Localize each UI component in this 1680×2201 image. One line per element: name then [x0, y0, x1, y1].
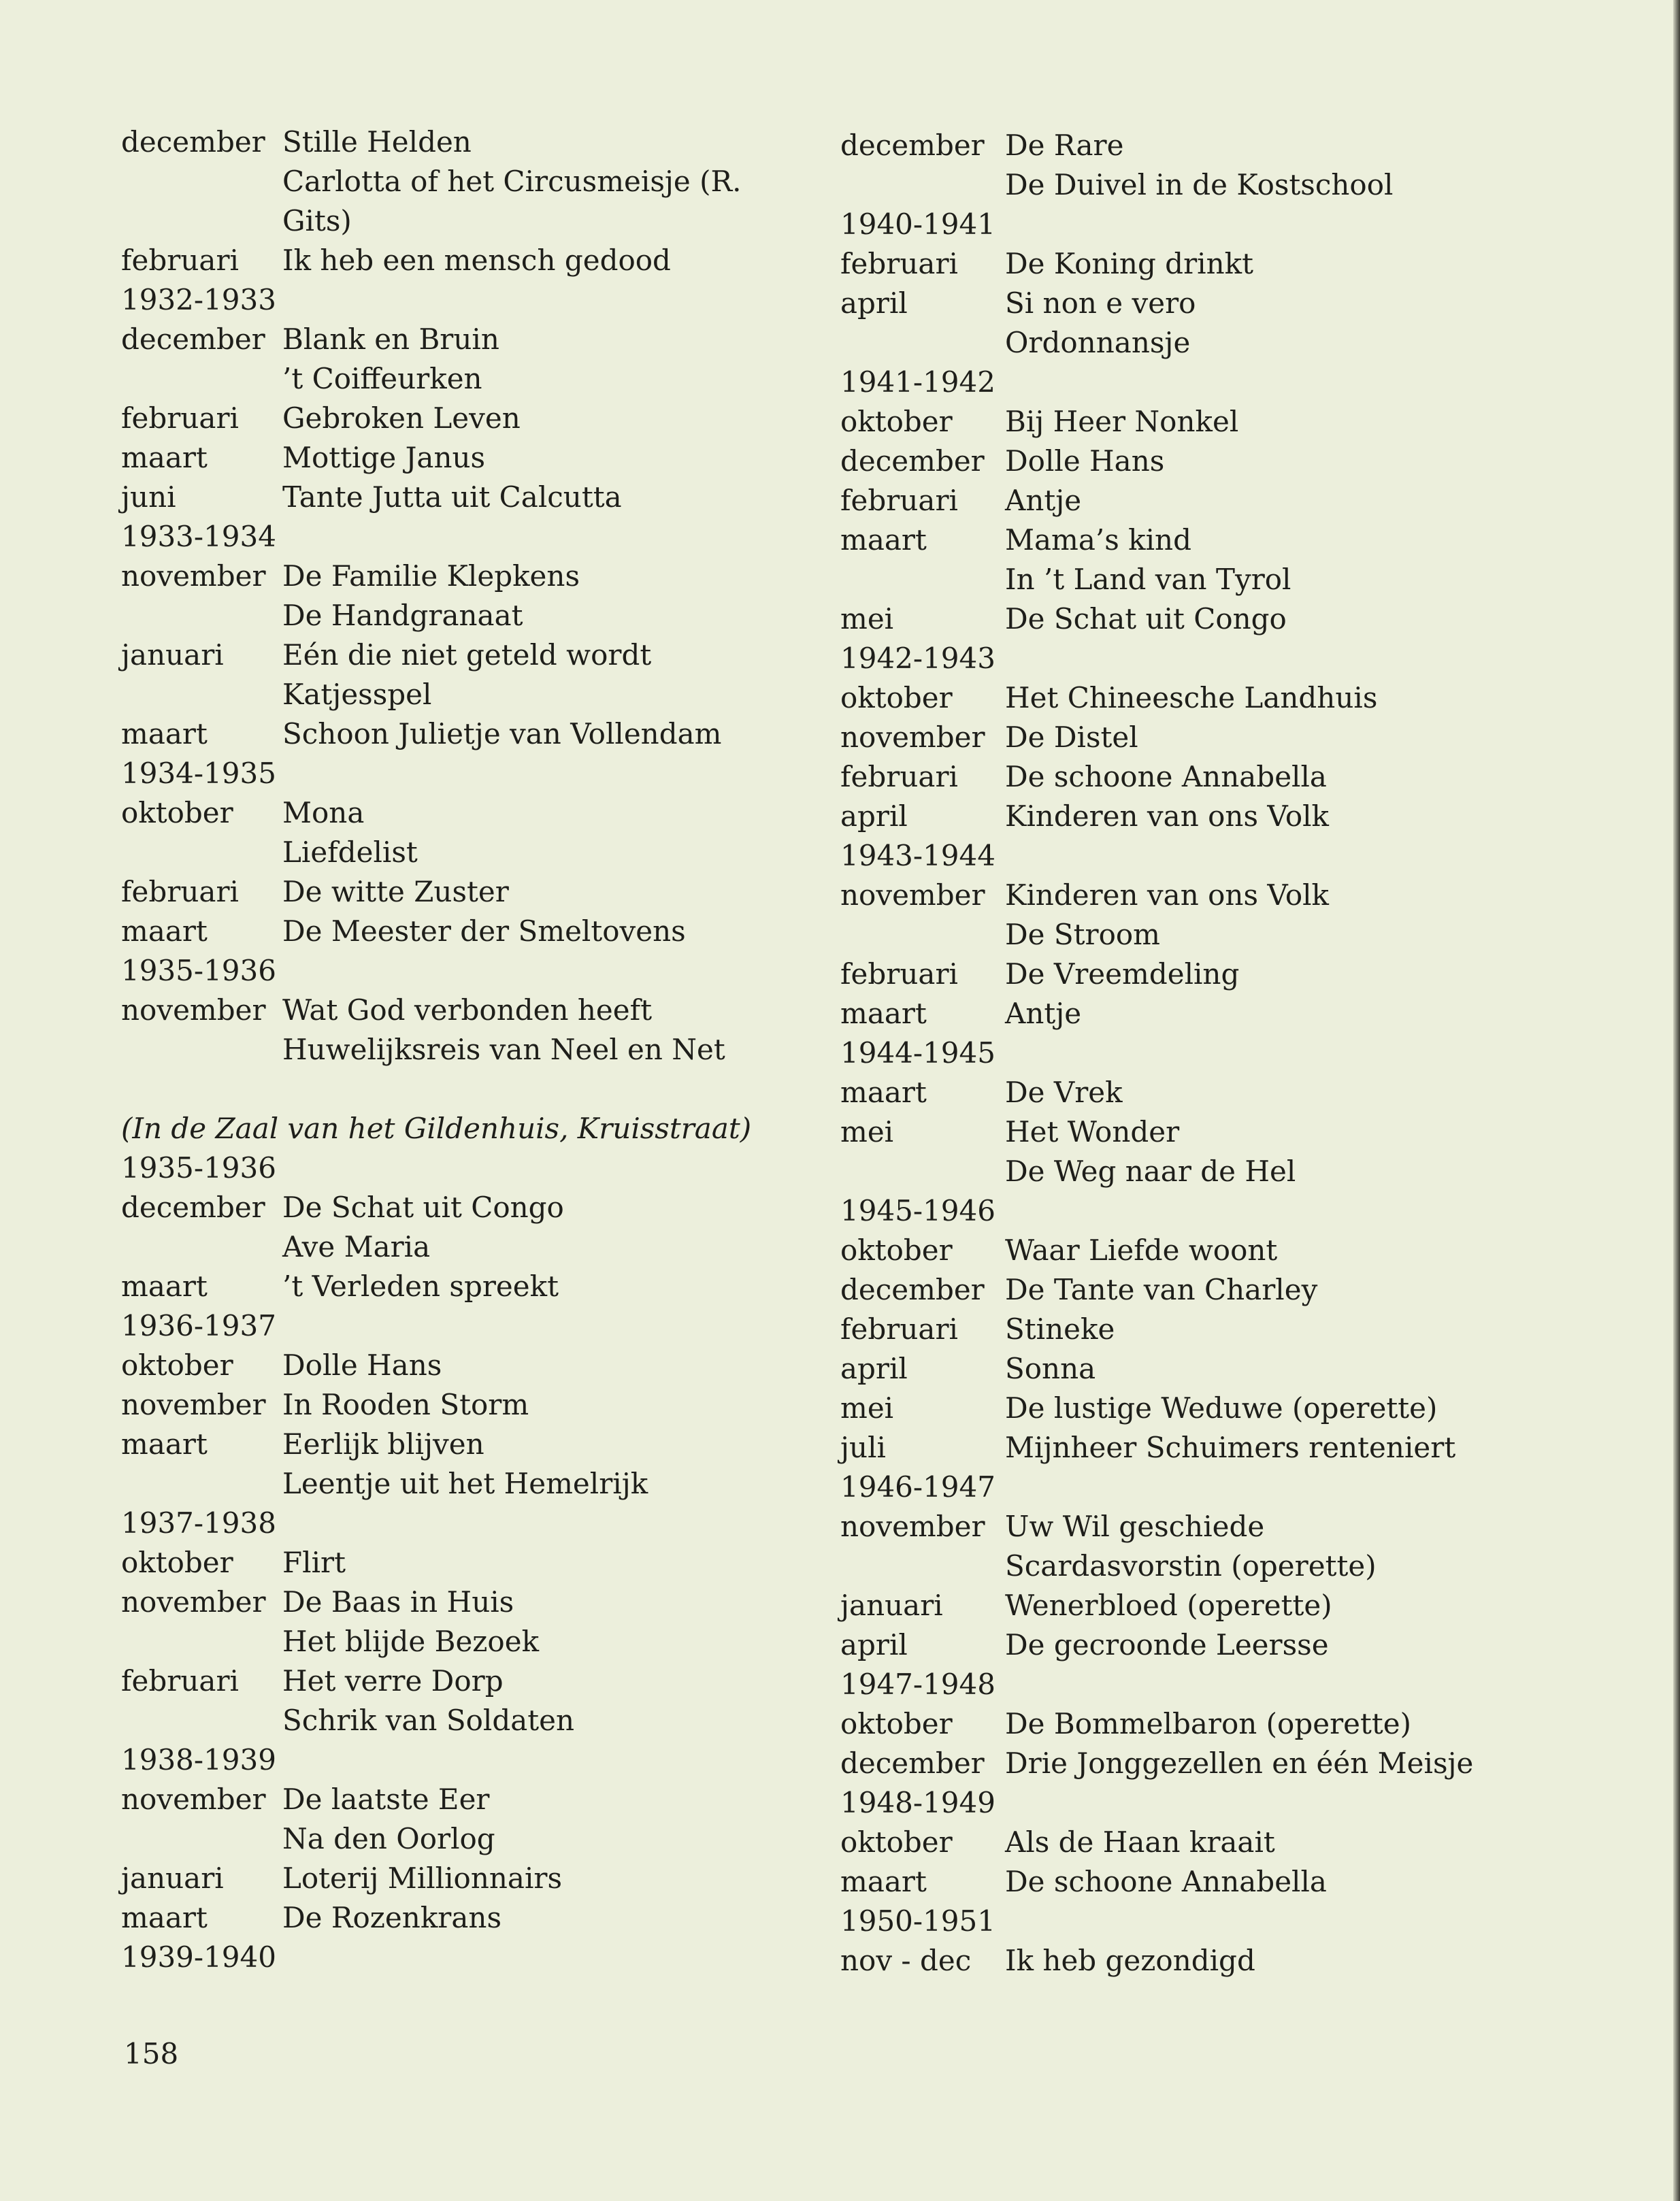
entry-month	[840, 1546, 1005, 1586]
entry-month: 1948-1949	[840, 1786, 995, 1819]
entry-month: november	[121, 1388, 266, 1421]
entry-row	[121, 1859, 808, 1898]
section-note	[121, 1109, 808, 1148]
entry-row	[840, 1902, 1521, 1941]
entry-title	[1005, 1902, 1521, 1941]
entry-month	[121, 675, 282, 714]
entry-month	[121, 596, 282, 635]
entry-month	[121, 1701, 282, 1740]
entry-title: Wenerbloed (operette)	[1005, 1589, 1332, 1622]
entry-row	[840, 1625, 1521, 1665]
entry-month: maart	[121, 717, 208, 750]
entry-month: 1935-1936	[121, 954, 276, 987]
entry-row	[840, 1665, 1521, 1704]
entry-title: Loterij Millionnairs	[282, 1861, 563, 1895]
entry-row	[840, 363, 1521, 402]
entry-row	[121, 320, 808, 359]
entry-title	[282, 754, 808, 793]
entry-month: 1947-1948	[840, 1668, 995, 1701]
entry-month: 1933-1934	[121, 520, 276, 553]
entry-month: november	[121, 559, 266, 593]
entry-title: Na den Oorlog	[282, 1822, 495, 1855]
entry-month: oktober	[840, 1825, 953, 1859]
entry-title: Tante Jutta uit Calcutta	[282, 480, 622, 514]
entry-title: De Rare	[1005, 129, 1124, 162]
entry-title: De lustige Weduwe (operette)	[1005, 1391, 1438, 1425]
entry-month: november	[121, 1585, 266, 1619]
entry-month: december	[121, 1191, 265, 1224]
entry-title	[282, 1306, 808, 1346]
entry-month: maart	[840, 1076, 927, 1109]
entry-row	[121, 557, 808, 596]
entry-title: Katjesspel	[282, 678, 432, 711]
entry-month: november	[840, 878, 985, 912]
entry-row	[121, 517, 808, 557]
entry-row	[121, 438, 808, 478]
entry-row	[840, 1507, 1521, 1546]
entry-row	[840, 165, 1521, 205]
entry-title: Kinderen van ons Volk	[1005, 878, 1329, 912]
entry-month: oktober	[840, 681, 953, 714]
entry-month: december	[121, 322, 265, 356]
entry-month: december	[840, 1273, 985, 1306]
page-edge-shadow	[1673, 0, 1680, 2201]
entry-title: De Schat uit Congo	[1005, 602, 1287, 635]
entry-row	[121, 1464, 808, 1504]
entry-row	[840, 1586, 1521, 1625]
entry-month: maart	[840, 523, 927, 557]
entry-month: 1939-1940	[121, 1940, 276, 1974]
entry-month: november	[121, 1783, 266, 1816]
entry-month: maart	[121, 1427, 208, 1461]
entry-row	[840, 639, 1521, 678]
entry-title	[1005, 1033, 1521, 1073]
entry-row	[121, 1267, 808, 1306]
entry-month: april	[840, 1352, 908, 1385]
entry-month: januari	[121, 1861, 224, 1895]
entry-month: 1934-1935	[121, 757, 276, 790]
entry-month	[121, 1227, 282, 1267]
entry-title: Stineke	[1005, 1312, 1115, 1346]
entry-row	[121, 1385, 808, 1425]
entry-row	[840, 244, 1521, 284]
entry-month: januari	[840, 1589, 943, 1622]
entry-row	[121, 675, 808, 714]
entry-title: Schoon Julietje van Vollendam	[282, 717, 722, 750]
entry-month	[121, 201, 282, 241]
entry-title	[282, 1504, 808, 1543]
entry-row	[121, 1425, 808, 1464]
entry-title: Mama’s kind	[1005, 523, 1191, 557]
entry-title	[282, 1740, 808, 1780]
entry-title: Schrik van Soldaten	[282, 1704, 575, 1737]
entry-month: juni	[121, 480, 176, 514]
section-note-text: (In de Zaal van het Gildenhuis, Kruisstraat)	[121, 1112, 752, 1145]
entry-row	[840, 205, 1521, 244]
entry-month	[121, 833, 282, 872]
entry-month: april	[840, 1628, 908, 1661]
entry-title: Leentje uit het Hemelrijk	[282, 1467, 648, 1500]
entry-month: 1938-1939	[121, 1743, 276, 1776]
entry-month: 1950-1951	[840, 1904, 995, 1938]
entry-row	[121, 162, 808, 201]
entry-month: maart	[121, 1901, 208, 1934]
entry-title: Mijnheer Schuimers renteniert	[1005, 1431, 1456, 1464]
entry-row	[121, 1306, 808, 1346]
entry-month: oktober	[840, 1707, 953, 1740]
entry-month: februari	[840, 1312, 958, 1346]
entry-row	[121, 1543, 808, 1583]
entry-title: Ave Maria	[282, 1230, 431, 1263]
entry-month: februari	[840, 957, 958, 991]
entry-month: februari	[121, 1664, 239, 1698]
entry-title: Drie Jonggezellen en één Meisje	[1005, 1747, 1474, 1780]
entry-title	[282, 1938, 808, 1977]
entry-title	[1005, 639, 1521, 678]
entry-row	[121, 1148, 808, 1188]
entry-row	[840, 481, 1521, 520]
entry-row	[840, 1546, 1521, 1586]
entry-title: De Schat uit Congo	[282, 1191, 564, 1224]
entry-title	[282, 280, 808, 320]
entry-title: Dolle Hans	[282, 1348, 442, 1382]
entry-row	[840, 520, 1521, 560]
entry-title: Wat God verbonden heeft	[282, 993, 653, 1027]
entry-title: Gebroken Leven	[282, 401, 521, 435]
entry-month: december	[840, 1747, 985, 1780]
entry-title: Het verre Dorp	[282, 1664, 504, 1698]
entry-title: De Vrek	[1005, 1076, 1123, 1109]
entry-month	[840, 560, 1005, 599]
entry-month: 1945-1946	[840, 1194, 995, 1227]
entry-title: De Tante van Charley	[1005, 1273, 1318, 1306]
entry-row	[121, 280, 808, 320]
page-number: 158	[124, 2037, 179, 2070]
entry-title: Waar Liefde woont	[1005, 1234, 1278, 1267]
entry-title	[282, 951, 808, 991]
entry-row	[840, 402, 1521, 442]
entry-title	[282, 1148, 808, 1188]
entry-title: ’t Verleden spreekt	[282, 1270, 559, 1303]
entry-month	[840, 323, 1005, 363]
entry-month: 1944-1945	[840, 1036, 995, 1070]
entry-row	[121, 1780, 808, 1819]
entry-row	[840, 797, 1521, 836]
entry-row	[121, 1583, 808, 1622]
entry-row	[121, 714, 808, 754]
entry-month	[840, 165, 1005, 205]
entry-title	[1005, 1665, 1521, 1704]
entry-month: nov - dec	[840, 1944, 972, 1977]
entry-title: Gits)	[282, 204, 352, 237]
entry-title: De Duivel in de Kostschool	[1005, 168, 1394, 201]
entry-row	[840, 1783, 1521, 1823]
entry-title: In ’t Land van Tyrol	[1005, 563, 1291, 596]
entry-row	[121, 635, 808, 675]
entry-row	[840, 1231, 1521, 1270]
left-column	[121, 122, 808, 1977]
entry-month: 1932-1933	[121, 283, 276, 316]
entry-row	[121, 872, 808, 912]
entry-title: De Koning drinkt	[1005, 247, 1253, 280]
entry-row	[840, 1468, 1521, 1507]
entry-row	[121, 359, 808, 399]
entry-month: maart	[121, 914, 208, 948]
entry-month: december	[121, 125, 265, 159]
entry-row	[840, 718, 1521, 757]
entry-title: Huwelijksreis van Neel en Net	[282, 1033, 725, 1066]
entry-row	[121, 1188, 808, 1227]
entry-month: 1943-1944	[840, 839, 995, 872]
entry-row	[121, 201, 808, 241]
entry-title	[1005, 1783, 1521, 1823]
entry-month: maart	[121, 441, 208, 474]
entry-row	[840, 876, 1521, 915]
entry-title: In Rooden Storm	[282, 1388, 529, 1421]
entry-month	[121, 1819, 282, 1859]
entry-row	[840, 1823, 1521, 1862]
entry-title: De witte Zuster	[282, 875, 509, 908]
entry-title: Flirt	[282, 1546, 346, 1579]
entry-row	[840, 678, 1521, 718]
entry-row	[840, 126, 1521, 165]
entry-month: februari	[121, 875, 239, 908]
entry-title: De laatste Eer	[282, 1783, 490, 1816]
entry-month: maart	[840, 997, 927, 1030]
entry-title: Sonna	[1005, 1352, 1096, 1385]
entry-title: Kinderen van ons Volk	[1005, 799, 1329, 833]
entry-row	[840, 442, 1521, 481]
entry-month: februari	[840, 760, 958, 793]
entry-month: november	[121, 993, 266, 1027]
entry-row	[840, 1112, 1521, 1152]
entry-row	[840, 1191, 1521, 1231]
entry-month: oktober	[121, 1546, 233, 1579]
entry-title: De schoone Annabella	[1005, 1865, 1327, 1898]
entry-row	[840, 955, 1521, 994]
entry-row	[121, 122, 808, 162]
entry-title: Het Wonder	[1005, 1115, 1180, 1148]
entry-month	[121, 1622, 282, 1661]
entry-row	[840, 836, 1521, 876]
entry-month: februari	[121, 244, 239, 277]
entry-row	[840, 757, 1521, 797]
entry-row	[121, 1504, 808, 1543]
right-column	[840, 126, 1521, 1981]
entry-row	[121, 951, 808, 991]
entry-row	[121, 478, 808, 517]
entry-title: Stille Helden	[282, 125, 472, 159]
entry-title: De Rozenkrans	[282, 1901, 501, 1934]
entry-title	[1005, 836, 1521, 876]
entry-month: februari	[840, 247, 958, 280]
entry-title	[1005, 1191, 1521, 1231]
entry-row	[121, 596, 808, 635]
entry-title: Ik heb gezondigd	[1005, 1944, 1255, 1977]
entry-row	[840, 1428, 1521, 1468]
entry-title: De schoone Annabella	[1005, 760, 1327, 793]
entry-title: De gecroonde Leersse	[1005, 1628, 1329, 1661]
entry-title: Eerlijk blijven	[282, 1427, 484, 1461]
entry-title: Het Chineesche Landhuis	[1005, 681, 1378, 714]
entry-row	[840, 1744, 1521, 1783]
entry-row	[121, 833, 808, 872]
entry-title: Mottige Janus	[282, 441, 486, 474]
entry-row	[121, 1346, 808, 1385]
entry-month: mei	[840, 1391, 894, 1425]
entry-row	[840, 560, 1521, 599]
entry-row	[840, 915, 1521, 955]
entry-row	[840, 1270, 1521, 1310]
entry-month: oktober	[840, 1234, 953, 1267]
entry-title: De Vreemdeling	[1005, 957, 1240, 991]
entry-row	[121, 399, 808, 438]
entry-title: De Handgranaat	[282, 599, 523, 632]
entry-month: november	[840, 1510, 985, 1543]
entry-title: De Stroom	[1005, 918, 1161, 951]
entry-month: november	[840, 721, 985, 754]
entry-title: Antje	[1005, 997, 1082, 1030]
entry-row	[840, 1862, 1521, 1902]
entry-month: februari	[840, 484, 958, 517]
entry-title: De Meester der Smeltovens	[282, 914, 686, 948]
entry-month	[121, 1030, 282, 1070]
entry-month: december	[840, 444, 985, 478]
entry-month: januari	[121, 638, 224, 672]
entry-row	[840, 1389, 1521, 1428]
entry-title: Uw Wil geschiede	[1005, 1510, 1265, 1543]
entry-title	[1005, 205, 1521, 244]
entry-title: Als de Haan kraait	[1005, 1825, 1275, 1859]
entry-month: juli	[840, 1431, 886, 1464]
spacer	[121, 1070, 808, 1109]
entry-row	[121, 754, 808, 793]
entry-row	[121, 912, 808, 951]
entry-row	[121, 991, 808, 1030]
entry-month: 1936-1937	[121, 1309, 276, 1342]
entry-month: mei	[840, 602, 894, 635]
entry-title	[282, 517, 808, 557]
entry-row	[121, 1701, 808, 1740]
entry-month: maart	[840, 1865, 927, 1898]
entry-row	[840, 284, 1521, 323]
entry-month: 1935-1936	[121, 1151, 276, 1185]
entry-title: Het blijde Bezoek	[282, 1625, 540, 1658]
entry-title: De Baas in Huis	[282, 1585, 514, 1619]
entry-row	[840, 1033, 1521, 1073]
entry-row	[840, 1310, 1521, 1349]
entry-month: 1940-1941	[840, 208, 995, 241]
entry-title: Eén die niet geteld wordt	[282, 638, 652, 672]
entry-row	[840, 1704, 1521, 1744]
entry-month	[121, 359, 282, 399]
entry-title: Blank en Bruin	[282, 322, 499, 356]
entry-month: 1937-1938	[121, 1506, 276, 1540]
entry-row	[121, 1227, 808, 1267]
entry-month: februari	[121, 401, 239, 435]
entry-month	[121, 162, 282, 201]
entry-month: oktober	[121, 796, 233, 829]
entry-month	[840, 915, 1005, 955]
entry-row	[121, 241, 808, 280]
entry-row	[840, 599, 1521, 639]
entry-title: De Bommelbaron (operette)	[1005, 1707, 1412, 1740]
entry-row	[840, 323, 1521, 363]
entry-month: 1946-1947	[840, 1470, 995, 1504]
entry-title	[1005, 363, 1521, 402]
entry-month: april	[840, 799, 908, 833]
entry-row	[121, 1819, 808, 1859]
entry-month: april	[840, 286, 908, 320]
entry-month: oktober	[121, 1348, 233, 1382]
entry-row	[121, 1898, 808, 1938]
entry-title: Ordonnansje	[1005, 326, 1191, 359]
entry-month: 1942-1943	[840, 642, 995, 675]
entry-title: De Familie Klepkens	[282, 559, 580, 593]
entry-title: Liefdelist	[282, 835, 418, 869]
entry-row	[840, 1349, 1521, 1389]
entry-title: ’t Coiffeurken	[282, 362, 482, 395]
entry-month	[121, 1464, 282, 1504]
entry-row	[121, 1030, 808, 1070]
entry-row	[121, 1740, 808, 1780]
entry-title	[1005, 1468, 1521, 1507]
entry-row	[121, 1938, 808, 1977]
entry-title: Bij Heer Nonkel	[1005, 405, 1239, 438]
entry-title: Antje	[1005, 484, 1082, 517]
entry-title: Mona	[282, 796, 365, 829]
entry-row	[840, 1152, 1521, 1191]
entry-month: oktober	[840, 405, 953, 438]
entry-row	[840, 1941, 1521, 1981]
entry-title: Scardasvorstin (operette)	[1005, 1549, 1377, 1583]
entry-row	[121, 1622, 808, 1661]
entry-title: Carlotta of het Circusmeisje (R.	[282, 165, 742, 198]
entry-row	[840, 1073, 1521, 1112]
entry-title: Ik heb een mensch gedood	[282, 244, 671, 277]
entry-month: 1941-1942	[840, 365, 995, 399]
entry-month: maart	[121, 1270, 208, 1303]
entry-title: De Distel	[1005, 721, 1138, 754]
entry-row	[121, 1661, 808, 1701]
entry-month: mei	[840, 1115, 894, 1148]
entry-title: De Weg naar de Hel	[1005, 1155, 1296, 1188]
entry-month: december	[840, 129, 985, 162]
entry-title: Si non e vero	[1005, 286, 1196, 320]
entry-title: Dolle Hans	[1005, 444, 1165, 478]
entry-month	[840, 1152, 1005, 1191]
entry-row	[840, 994, 1521, 1033]
entry-row	[121, 793, 808, 833]
